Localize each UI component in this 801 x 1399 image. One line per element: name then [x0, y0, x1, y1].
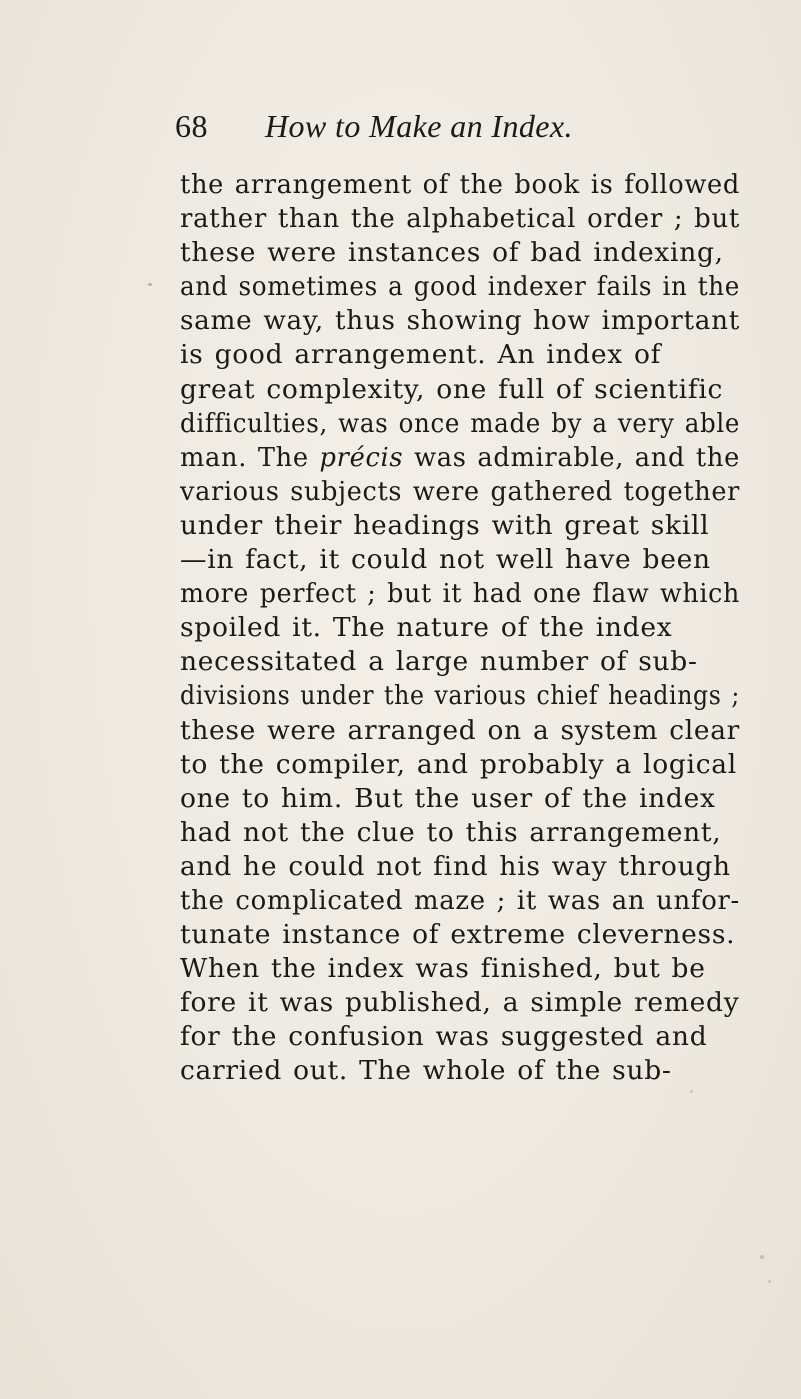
text-line: spoiled it. The nature of the index: [180, 612, 673, 644]
text-line: for the confusion was suggested and: [180, 1021, 708, 1053]
paper-speck: [768, 1280, 771, 1283]
text-line: and sometimes a good indexer fails in the: [180, 271, 740, 303]
text-line: fore it was published, a simple remedy: [180, 987, 740, 1019]
text-line: to the compiler, and probably a logical: [180, 748, 737, 780]
text-line: these were arranged on a system clear: [180, 714, 740, 746]
italic-word: précis: [319, 441, 404, 473]
text-line: [180, 441, 740, 475]
text-segment: man. The: [180, 441, 320, 473]
text-line: same way, thus showing how important: [180, 305, 740, 337]
text-line: under their headings with great skill: [180, 509, 710, 541]
text-line: various subjects were gathered together: [180, 475, 740, 507]
body-text: [180, 168, 740, 1089]
text-segment: was admirable, and the: [403, 441, 740, 473]
text-line: rather than the alphabetical order ; but: [180, 203, 740, 235]
text-line: divisions under the various chief headings ;: [180, 680, 740, 712]
text-line: had not the clue to this arrangement,: [180, 816, 722, 848]
page-header: [175, 108, 735, 152]
paper-speck: [690, 1090, 693, 1093]
text-line: one to him. But the user of the index: [180, 782, 716, 814]
text-line: tunate instance of extreme cleverness.: [180, 919, 736, 951]
text-line: difficulties, was once made by a very able: [180, 407, 740, 439]
paper-speck: [148, 283, 152, 286]
page-number: 68: [175, 108, 208, 144]
text-line: the complicated maze ; it was an unfor-: [180, 884, 740, 916]
text-line: necessitated a large number of sub-: [180, 646, 698, 678]
text-line: When the index was finished, but be: [180, 953, 706, 985]
text-line: and he could not find his way through: [180, 850, 731, 882]
text-line: these were instances of bad indexing,: [180, 237, 724, 269]
text-line: is good arrangement. An index of: [180, 339, 662, 371]
running-title: How to Make an Index.: [265, 108, 573, 144]
text-line: —in fact, it could not well have been: [180, 544, 711, 576]
text-line: carried out. The whole of the sub-: [180, 1055, 672, 1087]
text-line: more perfect ; but it had one flaw which: [180, 578, 740, 610]
text-line: great complexity, one full of scientific: [180, 373, 724, 405]
text-line: the arrangement of the book is followed: [180, 169, 740, 200]
paper-speck: [760, 1255, 764, 1259]
